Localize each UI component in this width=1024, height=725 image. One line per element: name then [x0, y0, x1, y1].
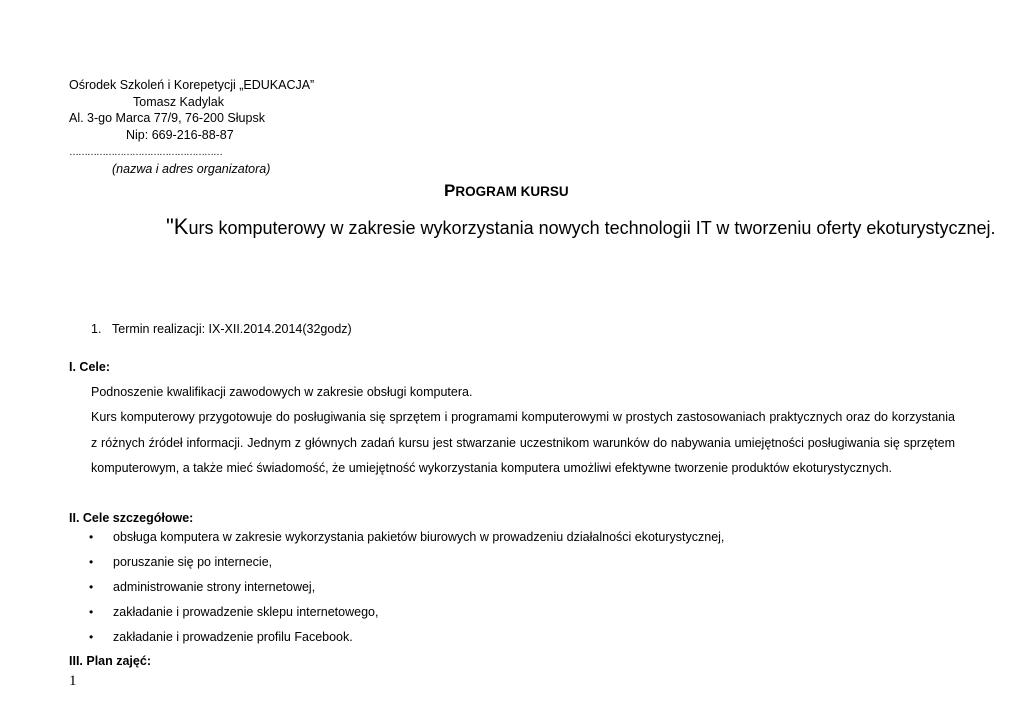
organizer-address: Al. 3-go Marca 77/9, 76-200 Słupsk	[69, 111, 265, 125]
list-item	[89, 624, 724, 649]
program-title-rest: ROGRAM KURSU	[455, 184, 569, 199]
term-number: 1.	[91, 322, 102, 336]
section-goals-heading: I. Cele:	[69, 360, 110, 374]
section-detailed-goals-heading: II. Cele szczegółowe:	[69, 511, 194, 525]
list-item	[89, 574, 724, 599]
bullet-icon: •	[89, 554, 94, 569]
list-item	[89, 549, 724, 574]
list-item	[89, 599, 724, 624]
organizer-dots: ……………………………………………	[69, 147, 222, 158]
page-number: 1	[69, 673, 77, 689]
section-goals-line: Podnoszenie kwalifikacji zawodowych w zakresie obsługi komputera.	[91, 385, 473, 399]
list-item-text: administrowanie strony internetowej,	[113, 579, 316, 594]
list-item-text: zakładanie i prowadzenie sklepu internetowego,	[113, 604, 379, 619]
course-name-initial: "K	[166, 214, 189, 239]
detailed-goals-list	[89, 524, 724, 649]
course-name-rest: urs komputerowy w zakresie wykorzystania nowych technologii IT w tworzeniu oferty ekoturystycznej.	[188, 218, 996, 238]
bullet-icon: •	[89, 629, 94, 644]
organizer-caption: (nazwa i adres organizatora)	[112, 162, 271, 176]
program-title	[444, 181, 569, 201]
bullet-icon: •	[89, 529, 94, 544]
organizer-nip: Nip: 669-216-88-87	[126, 128, 234, 142]
organizer-person: Tomasz Kadylak	[133, 95, 225, 109]
bullet-icon: •	[89, 604, 94, 619]
section-goals-paragraph: Kurs komputerowy przygotowuje do posługiwania się sprzętem i programami komputerowymi w prostych zastosowaniach praktycznych oraz do korzystania z różnych źródeł informacji. Jednym z głównych zadań kursu jest stwarzanie uczestnikom warunków do nabywania umiejętności posługiwania się sprzętem komputerowym, a także mieć świadomość, że umiejętność wykorzystania komputera umożliwi efektywne tworzenie produktów ekoturystycznych.	[91, 410, 955, 475]
organizer-name: Ośrodek Szkoleń i Korepetycji „EDUKACJA”	[69, 78, 315, 92]
term-text: Termin realizacji: IX-XII.2014.2014(32godz)	[112, 322, 352, 336]
section-plan-heading: III. Plan zajęć:	[69, 654, 151, 668]
list-item-text: zakładanie i prowadzenie profilu Facebook.	[113, 629, 353, 644]
course-name	[166, 214, 995, 240]
list-item-text: poruszanie się po internecie,	[113, 554, 273, 569]
list-item-text: obsługa komputera w zakresie wykorzystania pakietów biurowych w prowadzeniu działalności ekoturystycznej,	[113, 529, 725, 544]
bullet-icon: •	[89, 579, 94, 594]
program-title-initial: P	[444, 181, 456, 200]
list-item	[89, 524, 724, 549]
